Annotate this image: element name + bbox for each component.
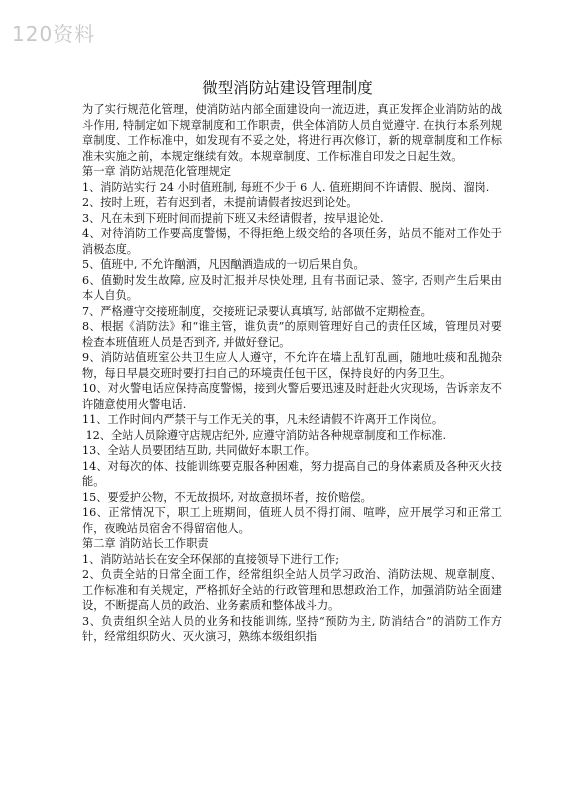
rule-item: 14、对每次的体、技能训练要克服各种困难，努力提高自己的身体素质及各种灭火技能。 xyxy=(82,459,502,488)
duty-item: 3、负责组织全站人员的业务和技能训练, 坚持“预防为主, 防消结合”的消防工作方针，经常组织防火、灭火演习，熟练本级组织指 xyxy=(82,614,502,643)
rule-item: 10、对火警电话应保持高度警惕，接到火警后要迅速及时赶赴火灾现场，告诉亲友不许随意使用火警电话. xyxy=(82,382,502,411)
rule-item: 9、消防站值班室公共卫生应人人遵守，不允许在墙上乱钉乱画，随地吐痰和乱抛杂物，每日早晨交班时要打扫自己的环境责任包干区，保持良好的内务卫生。 xyxy=(82,351,502,380)
rule-item: 13、全站人员要团结互助, 共同做好本职工作。 xyxy=(82,444,316,457)
watermark-logo: 120资料 xyxy=(12,22,96,46)
rule-item: 6、值勤时发生故障, 应及时汇报并尽快处理, 且有书面记录、签字, 否则产生后果由本人自负。 xyxy=(82,273,502,302)
rule-item: 4、对待消防工作要高度警惕，不得拒绝上级交给的各项任务，站员不能对工作处于消极态度。 xyxy=(82,227,502,256)
rule-item: 11、工作时间内严禁干与工作无关的事，凡未经请假不许离开工作岗位。 xyxy=(82,413,444,426)
duty-item: 1、消防站站长在安全环保部的直接领导下进行工作; xyxy=(82,552,340,566)
chapter-heading: 第二章 消防站长工作职责 xyxy=(82,537,209,550)
rule-item: 15、要爱护公物，不无故损坏, 对故意损坏者，按价赔偿。 xyxy=(82,490,372,504)
rule-item: 8、根据《消防法》和“谁主管，谁负责”的原则管理好自己的责任区域，管理员对要检查本班值班人员是否到齐, 并做好登记。 xyxy=(82,320,502,349)
document-title: 微型消防站建设管理制度 xyxy=(202,79,373,97)
duty-item: 2、负责全站的日常全面工作，经常组织全站人员学习政治、消防法规、规章制度、工作标准和有关规定，严格抓好全站的行政管理和思想政治工作，加强消防站全面建设，不断提高人员的政治、业务素质和整体战斗力。 xyxy=(82,568,502,612)
rule-item: 12、全站人员除遵守店规店纪外, 应遵守消防站各种规章制度和工作标准. xyxy=(82,428,447,442)
intro-paragraph: 为了实行规范化管理，使消防站内部全面建设向一流迈进，真正发挥企业消防站的战斗作用, 特制定如下规章制度和工作职责，供全体消防人员自觉遵守. 在执行本系列规章制度、工作标准中，如发现有不妥之处，将进行再次修订，新的规章制度和工作标准未实施之前，本规定继续有效。本规章制度、工作标准自印发之日起生效。 xyxy=(82,103,502,163)
rule-item: 3、凡在未到下班时间而提前下班又未经请假者，按早退论处. xyxy=(82,211,384,225)
rule-item: 7、严格遵守交接班制度，交接班记录要认真填写, 站部做不定期检查。 xyxy=(82,304,432,318)
rule-item: 1、消防站实行 24 小时值班制, 每班不少于 6 人. 值班期间不许请假、脱岗、溜岗. xyxy=(82,180,490,194)
rule-item: 16、正常情况下，职工上班期间，值班人员不得打闹、喧哗，应开展学习和正常工作，夜晚站员宿舍不得留宿他人。 xyxy=(82,506,502,535)
document-body xyxy=(82,102,502,645)
rule-item: 5、值班中, 不允许酗酒，凡因酗酒造成的一切后果自负。 xyxy=(82,258,365,271)
rule-item: 2、按时上班，若有迟到者，未提前请假者按迟到论处。 xyxy=(82,196,358,209)
chapter-heading: 第一章 消防站规范化管理规定 xyxy=(82,165,231,178)
